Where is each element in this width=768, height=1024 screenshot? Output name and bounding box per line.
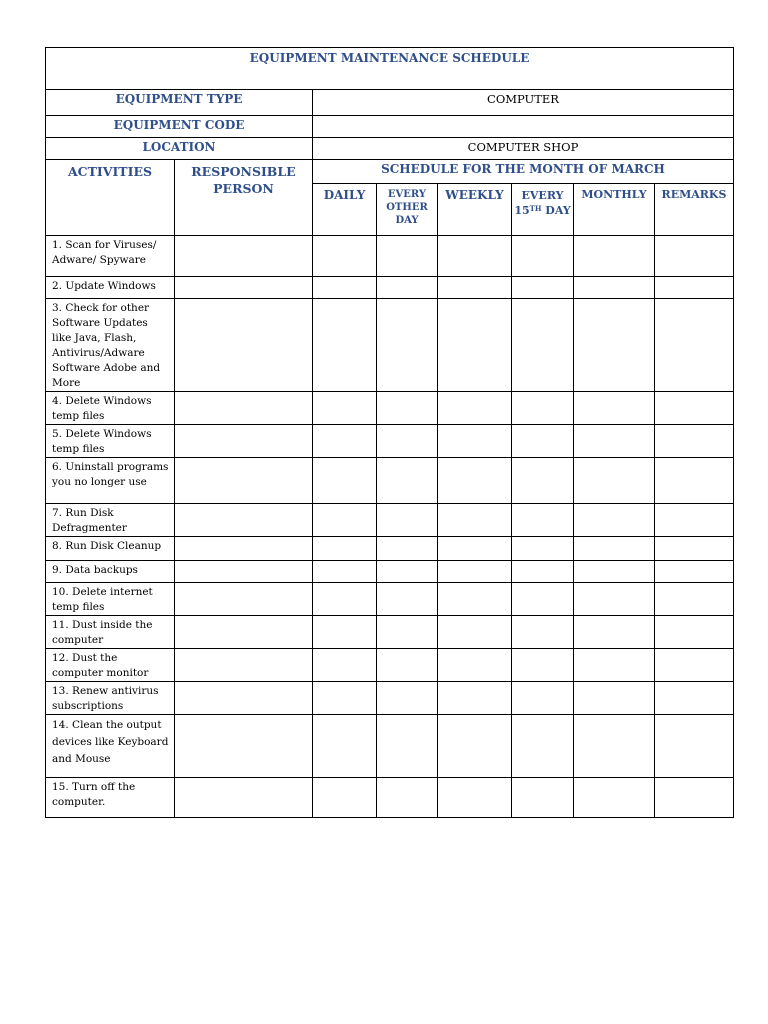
schedule-cell[interactable] <box>175 299 313 392</box>
schedule-cell[interactable] <box>655 649 734 682</box>
schedule-cell[interactable] <box>574 277 655 299</box>
maintenance-schedule-table <box>45 47 734 818</box>
schedule-cell[interactable] <box>438 277 512 299</box>
responsible-person-header: RESPONSIBLE PERSON <box>175 160 313 236</box>
schedule-cell[interactable] <box>377 236 438 277</box>
schedule-cell[interactable] <box>574 561 655 583</box>
schedule-cell[interactable] <box>438 649 512 682</box>
schedule-cell[interactable] <box>313 277 377 299</box>
schedule-cell[interactable] <box>438 778 512 818</box>
activity-cell: 5. Delete Windows temp files <box>46 425 175 458</box>
schedule-cell[interactable] <box>655 715 734 778</box>
schedule-cell[interactable] <box>512 277 574 299</box>
schedule-month-header: SCHEDULE FOR THE MONTH OF MARCH <box>313 160 734 184</box>
schedule-cell[interactable] <box>175 682 313 715</box>
table-row <box>46 649 734 682</box>
activity-cell: 12. Dust the computer monitor <box>46 649 175 682</box>
schedule-cell[interactable] <box>512 458 574 504</box>
schedule-cell[interactable] <box>377 649 438 682</box>
schedule-cell[interactable] <box>574 649 655 682</box>
schedule-cell[interactable] <box>655 236 734 277</box>
activity-cell: 14. Clean the output devices like Keyboard and Mouse <box>46 715 175 778</box>
schedule-cell[interactable] <box>655 425 734 458</box>
table-row <box>46 537 734 561</box>
schedule-cell[interactable] <box>574 616 655 649</box>
table-row <box>46 277 734 299</box>
schedule-cell[interactable] <box>377 299 438 392</box>
schedule-cell[interactable] <box>574 583 655 616</box>
schedule-cell[interactable] <box>655 504 734 537</box>
activity-cell: 15. Turn off the computer. <box>46 778 175 818</box>
schedule-cell[interactable] <box>377 425 438 458</box>
schedule-cell[interactable] <box>512 649 574 682</box>
table-row <box>46 504 734 537</box>
schedule-cell[interactable] <box>655 537 734 561</box>
schedule-cell[interactable] <box>512 682 574 715</box>
schedule-cell[interactable] <box>175 277 313 299</box>
schedule-cell[interactable] <box>438 537 512 561</box>
schedule-cell[interactable] <box>512 778 574 818</box>
schedule-cell[interactable] <box>377 458 438 504</box>
schedule-cell[interactable] <box>313 537 377 561</box>
schedule-cell[interactable] <box>175 583 313 616</box>
schedule-cell[interactable] <box>175 504 313 537</box>
schedule-cell[interactable] <box>175 392 313 425</box>
schedule-cell[interactable] <box>377 715 438 778</box>
schedule-cell[interactable] <box>574 504 655 537</box>
schedule-cell[interactable] <box>313 392 377 425</box>
schedule-cell[interactable] <box>574 537 655 561</box>
monthly-header: MONTHLY <box>574 184 655 236</box>
schedule-cell[interactable] <box>438 458 512 504</box>
activity-cell: 10. Delete internet temp files <box>46 583 175 616</box>
schedule-cell[interactable] <box>175 561 313 583</box>
activities-header: ACTIVITIES <box>46 160 175 236</box>
schedule-cell[interactable] <box>438 504 512 537</box>
schedule-cell[interactable] <box>512 616 574 649</box>
activity-cell: 8. Run Disk Cleanup <box>46 537 175 561</box>
table-row <box>46 616 734 649</box>
activity-cell: 9. Data backups <box>46 561 175 583</box>
weekly-header: WEEKLY <box>438 184 512 236</box>
schedule-cell[interactable] <box>574 236 655 277</box>
schedule-cell[interactable] <box>438 236 512 277</box>
schedule-cell[interactable] <box>438 616 512 649</box>
schedule-cell[interactable] <box>313 682 377 715</box>
schedule-cell[interactable] <box>438 682 512 715</box>
schedule-cell[interactable] <box>175 715 313 778</box>
schedule-cell[interactable] <box>313 649 377 682</box>
table-row <box>46 236 734 277</box>
schedule-cell[interactable] <box>377 778 438 818</box>
schedule-cell[interactable] <box>175 616 313 649</box>
table-row <box>46 458 734 504</box>
schedule-cell[interactable] <box>313 616 377 649</box>
schedule-cell[interactable] <box>512 392 574 425</box>
schedule-cell[interactable] <box>377 537 438 561</box>
table-row <box>46 392 734 425</box>
schedule-cell[interactable] <box>377 682 438 715</box>
schedule-cell[interactable] <box>655 392 734 425</box>
schedule-cell[interactable] <box>512 236 574 277</box>
schedule-cell[interactable] <box>574 458 655 504</box>
schedule-cell[interactable] <box>512 425 574 458</box>
equipment-type-label: EQUIPMENT TYPE <box>46 90 313 116</box>
schedule-cell[interactable] <box>438 561 512 583</box>
schedule-cell[interactable] <box>313 299 377 392</box>
schedule-cell[interactable] <box>574 392 655 425</box>
schedule-cell[interactable] <box>655 778 734 818</box>
equipment-code-value <box>313 116 734 138</box>
schedule-cell[interactable] <box>438 392 512 425</box>
schedule-cell[interactable] <box>377 277 438 299</box>
schedule-cell[interactable] <box>313 458 377 504</box>
activity-cell: 2. Update Windows <box>46 277 175 299</box>
schedule-cell[interactable] <box>574 299 655 392</box>
schedule-cell[interactable] <box>175 649 313 682</box>
location-value: COMPUTER SHOP <box>313 138 734 160</box>
schedule-cell[interactable] <box>574 682 655 715</box>
schedule-cell[interactable] <box>377 392 438 425</box>
table-row <box>46 715 734 778</box>
schedule-cell[interactable] <box>377 583 438 616</box>
schedule-cell[interactable] <box>655 583 734 616</box>
table-row <box>46 682 734 715</box>
schedule-cell[interactable] <box>655 277 734 299</box>
schedule-cell[interactable] <box>313 425 377 458</box>
location-label: LOCATION <box>46 138 313 160</box>
table-row <box>46 778 734 818</box>
activity-cell: 11. Dust inside the computer <box>46 616 175 649</box>
schedule-cell[interactable] <box>438 583 512 616</box>
schedule-cell[interactable] <box>313 715 377 778</box>
schedule-cell[interactable] <box>574 425 655 458</box>
schedule-cell[interactable] <box>175 458 313 504</box>
schedule-cell[interactable] <box>512 504 574 537</box>
schedule-cell[interactable] <box>377 504 438 537</box>
activity-cell: 4. Delete Windows temp files <box>46 392 175 425</box>
table-row <box>46 299 734 392</box>
schedule-cell[interactable] <box>512 715 574 778</box>
table-row <box>46 561 734 583</box>
schedule-cell[interactable] <box>655 299 734 392</box>
schedule-cell[interactable] <box>512 537 574 561</box>
table-row <box>46 425 734 458</box>
schedule-cell[interactable] <box>313 583 377 616</box>
schedule-cell[interactable] <box>655 458 734 504</box>
equipment-type-value: COMPUTER <box>313 90 734 116</box>
schedule-cell[interactable] <box>175 425 313 458</box>
activity-cell: 3. Check for other Software Updates like Java, Flash, Antivirus/Adware Software Adobe and More <box>46 299 175 392</box>
schedule-cell[interactable] <box>313 778 377 818</box>
schedule-cell[interactable] <box>377 616 438 649</box>
schedule-cell[interactable] <box>512 299 574 392</box>
schedule-cell[interactable] <box>313 236 377 277</box>
schedule-cell[interactable] <box>313 504 377 537</box>
activity-cell: 1. Scan for Viruses/ Adware/ Spyware <box>46 236 175 277</box>
activity-cell: 6. Uninstall programs you no longer use <box>46 458 175 504</box>
schedule-cell[interactable] <box>175 537 313 561</box>
schedule-cell[interactable] <box>655 682 734 715</box>
schedule-cell[interactable] <box>655 561 734 583</box>
schedule-cell[interactable] <box>438 425 512 458</box>
schedule-cell[interactable] <box>512 583 574 616</box>
schedule-cell[interactable] <box>574 715 655 778</box>
schedule-cell[interactable] <box>175 778 313 818</box>
equipment-code-label: EQUIPMENT CODE <box>46 116 313 138</box>
every-15th-day-header: EVERY 15TH DAY <box>512 184 574 236</box>
schedule-cell[interactable] <box>655 616 734 649</box>
remarks-header: REMARKS <box>655 184 734 236</box>
schedule-cell[interactable] <box>175 236 313 277</box>
activity-cell: 13. Renew antivirus subscriptions <box>46 682 175 715</box>
schedule-cell[interactable] <box>377 561 438 583</box>
table-row <box>46 583 734 616</box>
schedule-cell[interactable] <box>574 778 655 818</box>
schedule-cell[interactable] <box>313 561 377 583</box>
daily-header: DAILY <box>313 184 377 236</box>
page-title: EQUIPMENT MAINTENANCE SCHEDULE <box>46 48 734 90</box>
schedule-cell[interactable] <box>438 715 512 778</box>
activity-cell: 7. Run Disk Defragmenter <box>46 504 175 537</box>
schedule-cell[interactable] <box>438 299 512 392</box>
schedule-cell[interactable] <box>512 561 574 583</box>
every-other-day-header: EVERY OTHER DAY <box>377 184 438 236</box>
